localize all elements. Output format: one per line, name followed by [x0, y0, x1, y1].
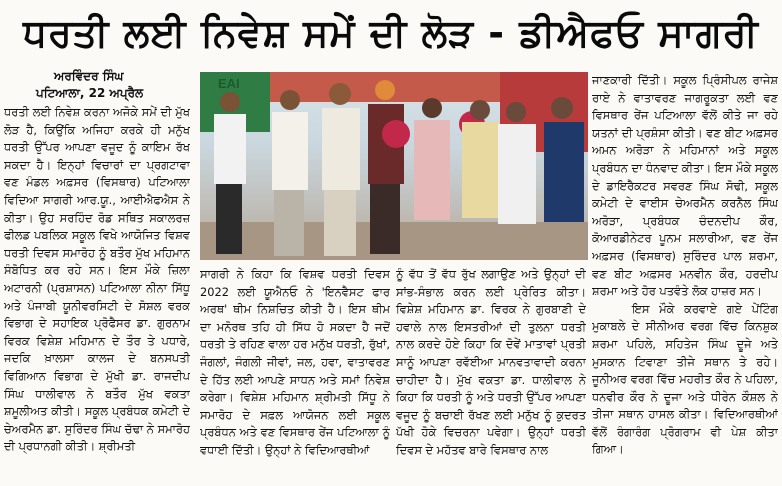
byline-dateline: ਪਟਿਆਲਾ, 22 ਅਪ੍ਰੈਲ	[36, 86, 144, 100]
photo-banner-text: EAI	[218, 76, 240, 91]
article-column-1	[4, 104, 190, 486]
column-3-text: ਨੂੰ ਵੱਧ ਤੋਂ ਵੱਧ ਰੁੱਖ ਲਗਾਉਣ ਅਤੇ ਉਨ੍ਹਾਂ ਦੀ ਸਾਂਭ-ਸੰਭਾਲ ਕਰਨ ਲਈ ਪ੍ਰੇਰਿਤ ਕੀਤਾ। ਵਿਸ਼ੇਸ਼ ਮਹਿਮਾਨ ਡਾ. ਵਿਰਕ ਨੇ ਗੁਰਬਾਣੀ ਦੇ ਹਵਾਲੇ ਨਾਲ ਇਸਤਰੀਆਂ ਦੀ ਤੁਲਨਾ ਧਰਤੀ ਨਾਲ ਕਰਦੇ ਹੋਏ ਕਿਹਾ ਕਿ ਦੋਵੇਂ ਮਾਤਾਵਾਂ ਪ੍ਰਤੀ ਸਾਨੂੰ ਆਪਣਾ ਰਵੱਈਆ ਮਾਨਵਤਾਵਾਦੀ ਕਰਨਾ ਚਾਹੀਦਾ ਹੈ। ਮੁੱਖ ਵਕਤਾ ਡਾ. ਧਾਲੀਵਾਲ ਨੇ ਕਿਹਾ ਕਿ ਧਰਤੀ ਨੂੰ ਅਤੇ ਧਰਤੀ ਉੱਪਰ ਆਪਣਾ ਵਜੂਦ ਨੂੰ ਬਚਾਈ ਰੱਖਣ ਲਈ ਮਨੁੱਖ ਨੂੰ ਕੁਦਰਤ ਪੱਖੀ ਹੋਕੇ ਵਿਚਰਨਾ ਪਵੇਗਾ। ਉਨ੍ਹਾਂ ਧਰਤੀ ਦਿਵਸ ਦੇ ਮਹੱਤਵ ਬਾਰੇ ਵਿਸਥਾਰ ਨਾਲ	[396, 267, 586, 457]
event-photo	[200, 72, 588, 260]
column-4-text: ਜਾਣਕਾਰੀ ਦਿੱਤੀ। ਸਕੂਲ ਪ੍ਰਿੰਸੀਪਲ ਰਾਜੇਸ਼ ਰਾਏ ਨੇ ਵਾਤਾਵਰਣ ਜਾਗਰੂਕਤਾ ਲਈ ਵਣ ਵਿਸਥਾਰ ਰੇਂਜ ਪਟਿਆਲਾ ਵੱਲੋਂ ਕੀਤੇ ਜਾ ਰਹੇ ਯਤਨਾਂ ਦੀ ਪ੍ਰਸ਼ੰਸਾ ਕੀਤੀ। ਵਣ ਬੀਟ ਅਫ਼ਸਰ ਅਮਨ ਅਰੋੜਾ ਨੇ ਮਹਿਮਾਨਾਂ ਅਤੇ ਸਕੂਲ ਪ੍ਰਬੰਧਨ ਦਾ ਧੰਨਵਾਦ ਕੀਤਾ। ਇਸ ਮੌਕੇ ਸਕੂਲ ਦੇ ਡਾਇਰੈਕਟਰ ਸਵਰਣ ਸਿੰਘ ਸੋਢੀ, ਸਕੂਲ ਕਮੇਟੀ ਦੇ ਵਾਈਸ ਚੇਅਰਮੈਨ ਕਰਨੈਲ ਸਿੰਘ ਅਰੋੜਾ, ਪ੍ਰਬੰਧਕ ਚੰਦਨਦੀਪ ਕੌਰ, ਕੋਆਰਡੀਨੇਟਰ ਪੂਨਮ ਸਲਾਰੀਆ, ਵਣ ਰੇਂਜ ਅਫ਼ਸਰ (ਵਿਸਥਾਰ) ਸੁਰਿੰਦਰ ਪਾਲ ਸ਼ਰਮਾ, ਵਣ ਬੀਟ ਅਫ਼ਸਰ ਮਨਵੀਨ ਕੌਰ, ਹਰਦੀਪ ਸ਼ਰਮਾ ਅਤੇ ਹੋਰ ਪਤਵੰਤੇ ਲੋਕ ਹਾਜ਼ਰ ਸਨ।	[592, 73, 778, 299]
column-1-text: ਧਰਤੀ ਲਈ ਨਿਵੇਸ਼ ਕਰਨਾ ਅਜੋਕੇ ਸਮੇਂ ਦੀ ਮੁੱਖ ਲੋੜ ਹੈ, ਕਿਉਂਕਿ ਅਜਿਹਾ ਕਰਕੇ ਹੀ ਮਨੁੱਖ ਧਰਤੀ ਉੱਪਰ ਆਪਣਾ ਵਜੂਦ ਨੂੰ ਕਾਇਮ ਰੱਖ ਸਕਦਾ ਹੈ। ਇਨ੍ਹਾਂ ਵਿਚਾਰਾਂ ਦਾ ਪ੍ਰਗਟਾਵਾ ਵਣ ਮੰਡਲ ਅਫ਼ਸਰ (ਵਿਸਥਾਰ) ਪਟਿਆਲਾ ਵਿਦਿਆ ਸਾਗਰੀ ਆਰ.ਯੂ., ਆਈਐਫਐਸ ਨੇ ਕੀਤਾ। ਉਹ ਸਰਹਿੰਦ ਰੋਡ ਸਥਿਤ ਸਕਾਲਰਜ਼ ਫੀਲਡ ਪਬਲਿਕ ਸਕੂਲ ਵਿਖੇ ਆਯੋਜਿਤ ਵਿਸ਼ਵ ਧਰਤੀ ਦਿਵਸ ਸਮਾਰੋਹ ਨੂੰ ਬਤੌਰ ਮੁੱਖ ਮਹਿਮਾਨ ਸੰਬੋਧਿਤ ਕਰ ਰਹੇ ਸਨ। ਇਸ ਮੌਕੇ ਜ਼ਿਲਾ ਅਟਾਰਨੀ (ਪ੍ਰਸ਼ਾਸਨ) ਪਟਿਆਲਾ ਨੀਨਾ ਸਿੱਧੂ ਅਤੇ ਪੰਜਾਬੀ ਯੂਨੀਵਰਸਿਟੀ ਦੇ ਸੋਸ਼ਲ ਵਰਕ ਵਿਭਾਗ ਦੇ ਸਹਾਇਕ ਪ੍ਰੋਫੈਸਰ ਡਾ. ਗੁਰਨਾਮ ਵਿਰਕ ਵਿਸ਼ੇਸ਼ ਮਹਿਮਾਨ ਦੇ ਤੌਰ ਤੇ ਪਧਾਰੇ, ਜਦਕਿ ਖ਼ਾਲਸਾ ਕਾਲਜ ਦੇ ਬਨਸਪਤੀ ਵਿਗਿਆਨ ਵਿਭਾਗ ਦੇ ਮੁੱਖੀ ਡਾ. ਰਾਜਦੀਪ ਸਿੰਘ ਧਾਲੀਵਾਲ ਨੇ ਬਤੌਰ ਮੁੱਖ ਵਕਤਾ ਸ਼ਮੂਲੀਅਤ ਕੀਤੀ। ਸਕੂਲ ਪ੍ਰਬੰਧਕ ਕਮੇਟੀ ਦੇ ਚੇਅਰਮੈਨ ਡਾ. ਸੁਰਿੰਦਰ ਸਿੰਘ ਚੱਢਾ ਨੇ ਸਮਾਰੋਹ ਦੀ ਪ੍ਰਧਾਨਗੀ ਕੀਤੀ। ਸ਼੍ਰੀਮਤੀ	[4, 105, 190, 454]
event-photo-illustration	[200, 72, 588, 260]
byline	[36, 68, 196, 102]
column-4-paragraph-2: ਇਸ ਮੌਕੇ ਕਰਵਾਏ ਗਏ ਪੇਂਟਿੰਗ ਮੁਕਾਬਲੇ ਦੇ ਸੀਨੀਅਰ ਵਰਗ ਵਿੱਚ ਕਿਨਸ਼ੁਕ ਸ਼ਰਮਾ ਪਹਿਲੇ, ਸਹਿਤੇਜ ਸਿੰਘ ਦੂਜੇ ਅਤੇ ਮੁਸਕਾਨ ਟਿਵਾਣਾ ਤੀਜੇ ਸਥਾਨ ਤੇ ਰਹੇ। ਜੂਨੀਅਰ ਵਰਗ ਵਿੱਚ ਮਹਰੀਤ ਕੌਰ ਨੇ ਪਹਿਲਾ, ਧਨਵੀਰ ਕੌਰ ਨੇ ਦੂਜਾ ਅਤੇ ਧੀਰੇਨ ਕੌਸ਼ਲ ਨੇ ਤੀਜਾ ਸਥਾਨ ਹਾਸਲ ਕੀਤਾ। ਵਿਦਿਆਰਥੀਆਂ ਵੱਲੋਂ ਰੰਗਾਰੰਗ ਪ੍ਰੋਗਰਾਮ ਵੀ ਪੇਸ਼ ਕੀਤਾ ਗਿਆ।	[592, 301, 778, 457]
article-column-3	[396, 266, 586, 486]
column-2-text: ਸਾਗਰੀ ਨੇ ਕਿਹਾ ਕਿ ਵਿਸ਼ਵ ਧਰਤੀ ਦਿਵਸ 2022 ਲਈ ਯੂਐਨਓ ਨੇ 'ਇਨਵੈਸਟ ਫਾਰ ਅਰਥ' ਥੀਮ ਨਿਸ਼ਚਿਤ ਕੀਤੀ ਹੈ। ਇਸ ਥੀਮ ਦਾ ਮਨੋਰਥ ਤਹਿ ਹੀ ਸਿੱਧ ਹੋ ਸਕਦਾ ਹੈ ਜਦੋਂ ਧਰਤੀ ਤੇ ਰਹਿਣ ਵਾਲਾ ਹਰ ਮਨੁੱਖ ਧਰਤੀ, ਰੁੱਖਾਂ, ਜੰਗਲਾਂ, ਜੰਗਲੀ ਜੀਵਾਂ, ਜਲ, ਹਵਾ, ਵਾਤਾਵਰਣ ਦੇ ਹਿੱਤ ਲਈ ਆਪਣੇ ਸਾਧਨ ਅਤੇ ਸਮਾਂ ਨਿਵੇਸ਼ ਕਰੇਗਾ। ਵਿਸ਼ੇਸ਼ ਮਹਿਮਾਨ ਸ਼੍ਰੀਮਤੀ ਸਿੱਧੂ ਨੇ ਸਮਾਰੋਹ ਦੇ ਸਫ਼ਲ ਆਯੋਜਨ ਲਈ ਸਕੂਲ ਪ੍ਰਬੰਧਨ ਅਤੇ ਵਣ ਵਿਸਥਾਰ ਰੇਂਜ ਪਟਿਆਲਾ ਨੂੰ ਵਧਾਈ ਦਿੱਤੀ। ਉਨ੍ਹਾਂ ਨੇ ਵਿਦਿਆਰਥੀਆਂ	[200, 267, 390, 457]
article-column-2	[200, 266, 390, 486]
headline: ਧਰਤੀ ਲਈ ਨਿਵੇਸ਼ ਸਮੇਂ ਦੀ ਲੋੜ - ਡੀਐਫਓ ਸਾਗਰੀ	[23, 10, 759, 55]
article-column-4	[592, 72, 778, 486]
byline-author: ਅਰਵਿੰਦਰ ਸਿੰਘ	[54, 69, 124, 83]
